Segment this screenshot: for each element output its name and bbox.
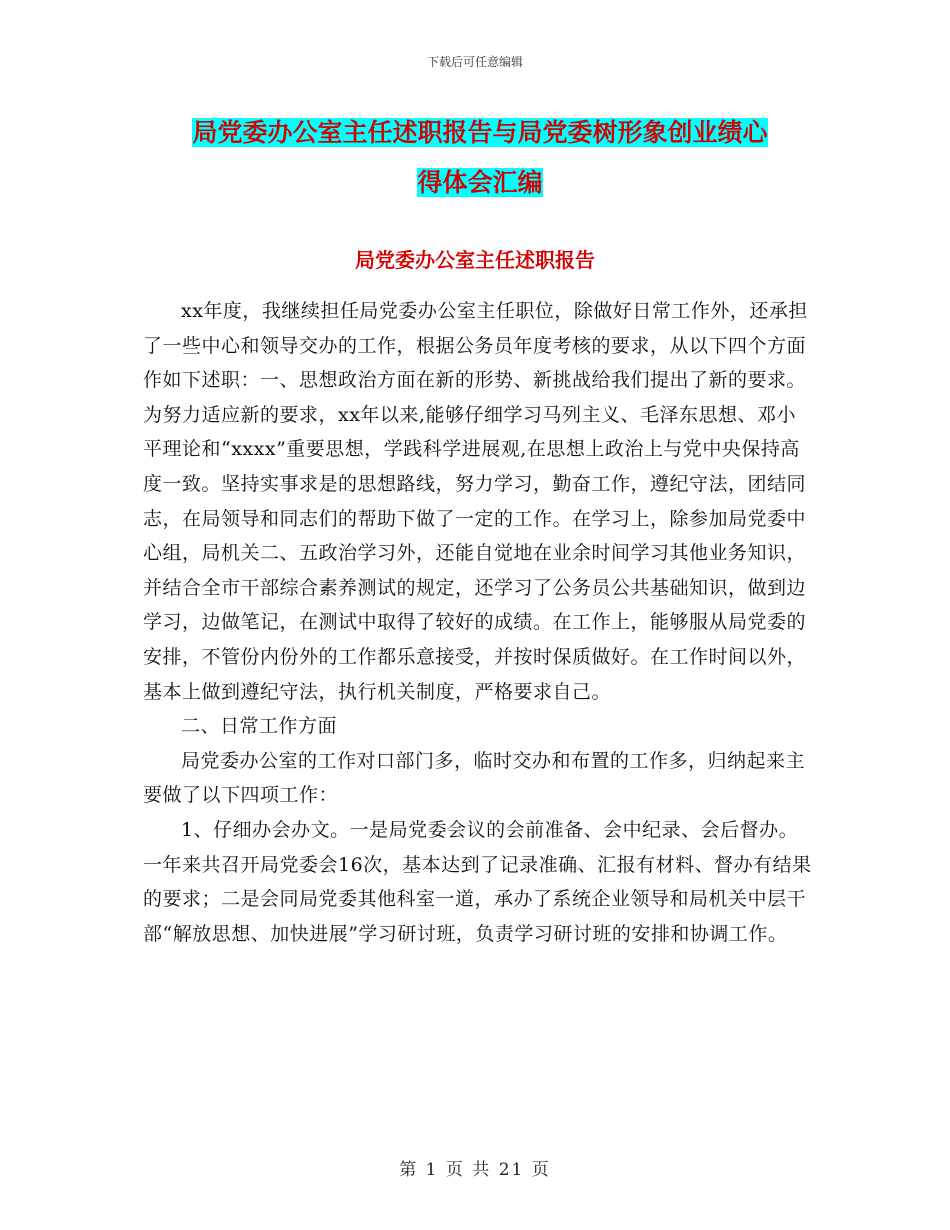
paragraph: 局党委办公室的工作对口部门多，临时交办和布置的工作多，归纳起来主要做了以下四项工作： — [143, 749, 806, 807]
main-title — [140, 108, 820, 208]
main-title-line1: 局党委办公室主任述职报告与局党委树形象创业绩心 — [192, 118, 768, 147]
section-title: 局党委办公室主任述职报告 — [355, 248, 595, 272]
main-title-line2: 得体会汇编 — [417, 168, 543, 197]
paragraph: 二、日常工作方面 — [181, 715, 338, 738]
paragraph: xx年度，我继续担任局党委办公室主任职位，除做好日常工作外，还承担了一些中心和领导交办的工作，根据公务员年度考核的要求，从以下四个方面作如下述职：一、思想政治方面在新的形势、新挑战给我们提出了新的要求。为努力适应新的要求，xx年以来,能够仔细学习马列主义、毛泽东思想、邓小平理论和“xxxx”重要思想，学践科学进展观,在思想上政治上与党中央保持高度一致。坚持实事求是的思想路线，努力学习，勤奋工作，遵纪守法，团结同志，在局领导和同志们的帮助下做了一定的工作。在学习上，除参加局党委中心组，局机关二、五政治学习外，还能自觉地在业余时间学习其他业务知识，并结合全市干部综合素养测试的规定，还学习了公务员公共基础知识，做到边学习，边做笔记，在测试中取得了较好的成绩。在工作上，能够服从局党委的安排，不管份内份外的工作都乐意接受，并按时保质做好。在工作时间以外，基本上做到遵纪守法，执行机关制度，严格要求自己。 — [143, 300, 808, 703]
document-body — [143, 294, 813, 951]
paragraph: 1、仔细办会办文。一是局党委会议的会前准备、会中纪录、会后督办。一年来共召开局党委会16次，基本达到了记录准确、汇报有材料、督办有结果的要求；二是会同局党委其他科室一道，承办了系统企业领导和局机关中层干部“解放思想、加快进展”学习研讨班，负责学习研讨班的安排和协调工作。 — [143, 818, 812, 945]
page-footer: 第 1 页 共 21 页 — [399, 1160, 551, 1180]
header-note: 下载后可任意编辑 — [426, 55, 523, 69]
